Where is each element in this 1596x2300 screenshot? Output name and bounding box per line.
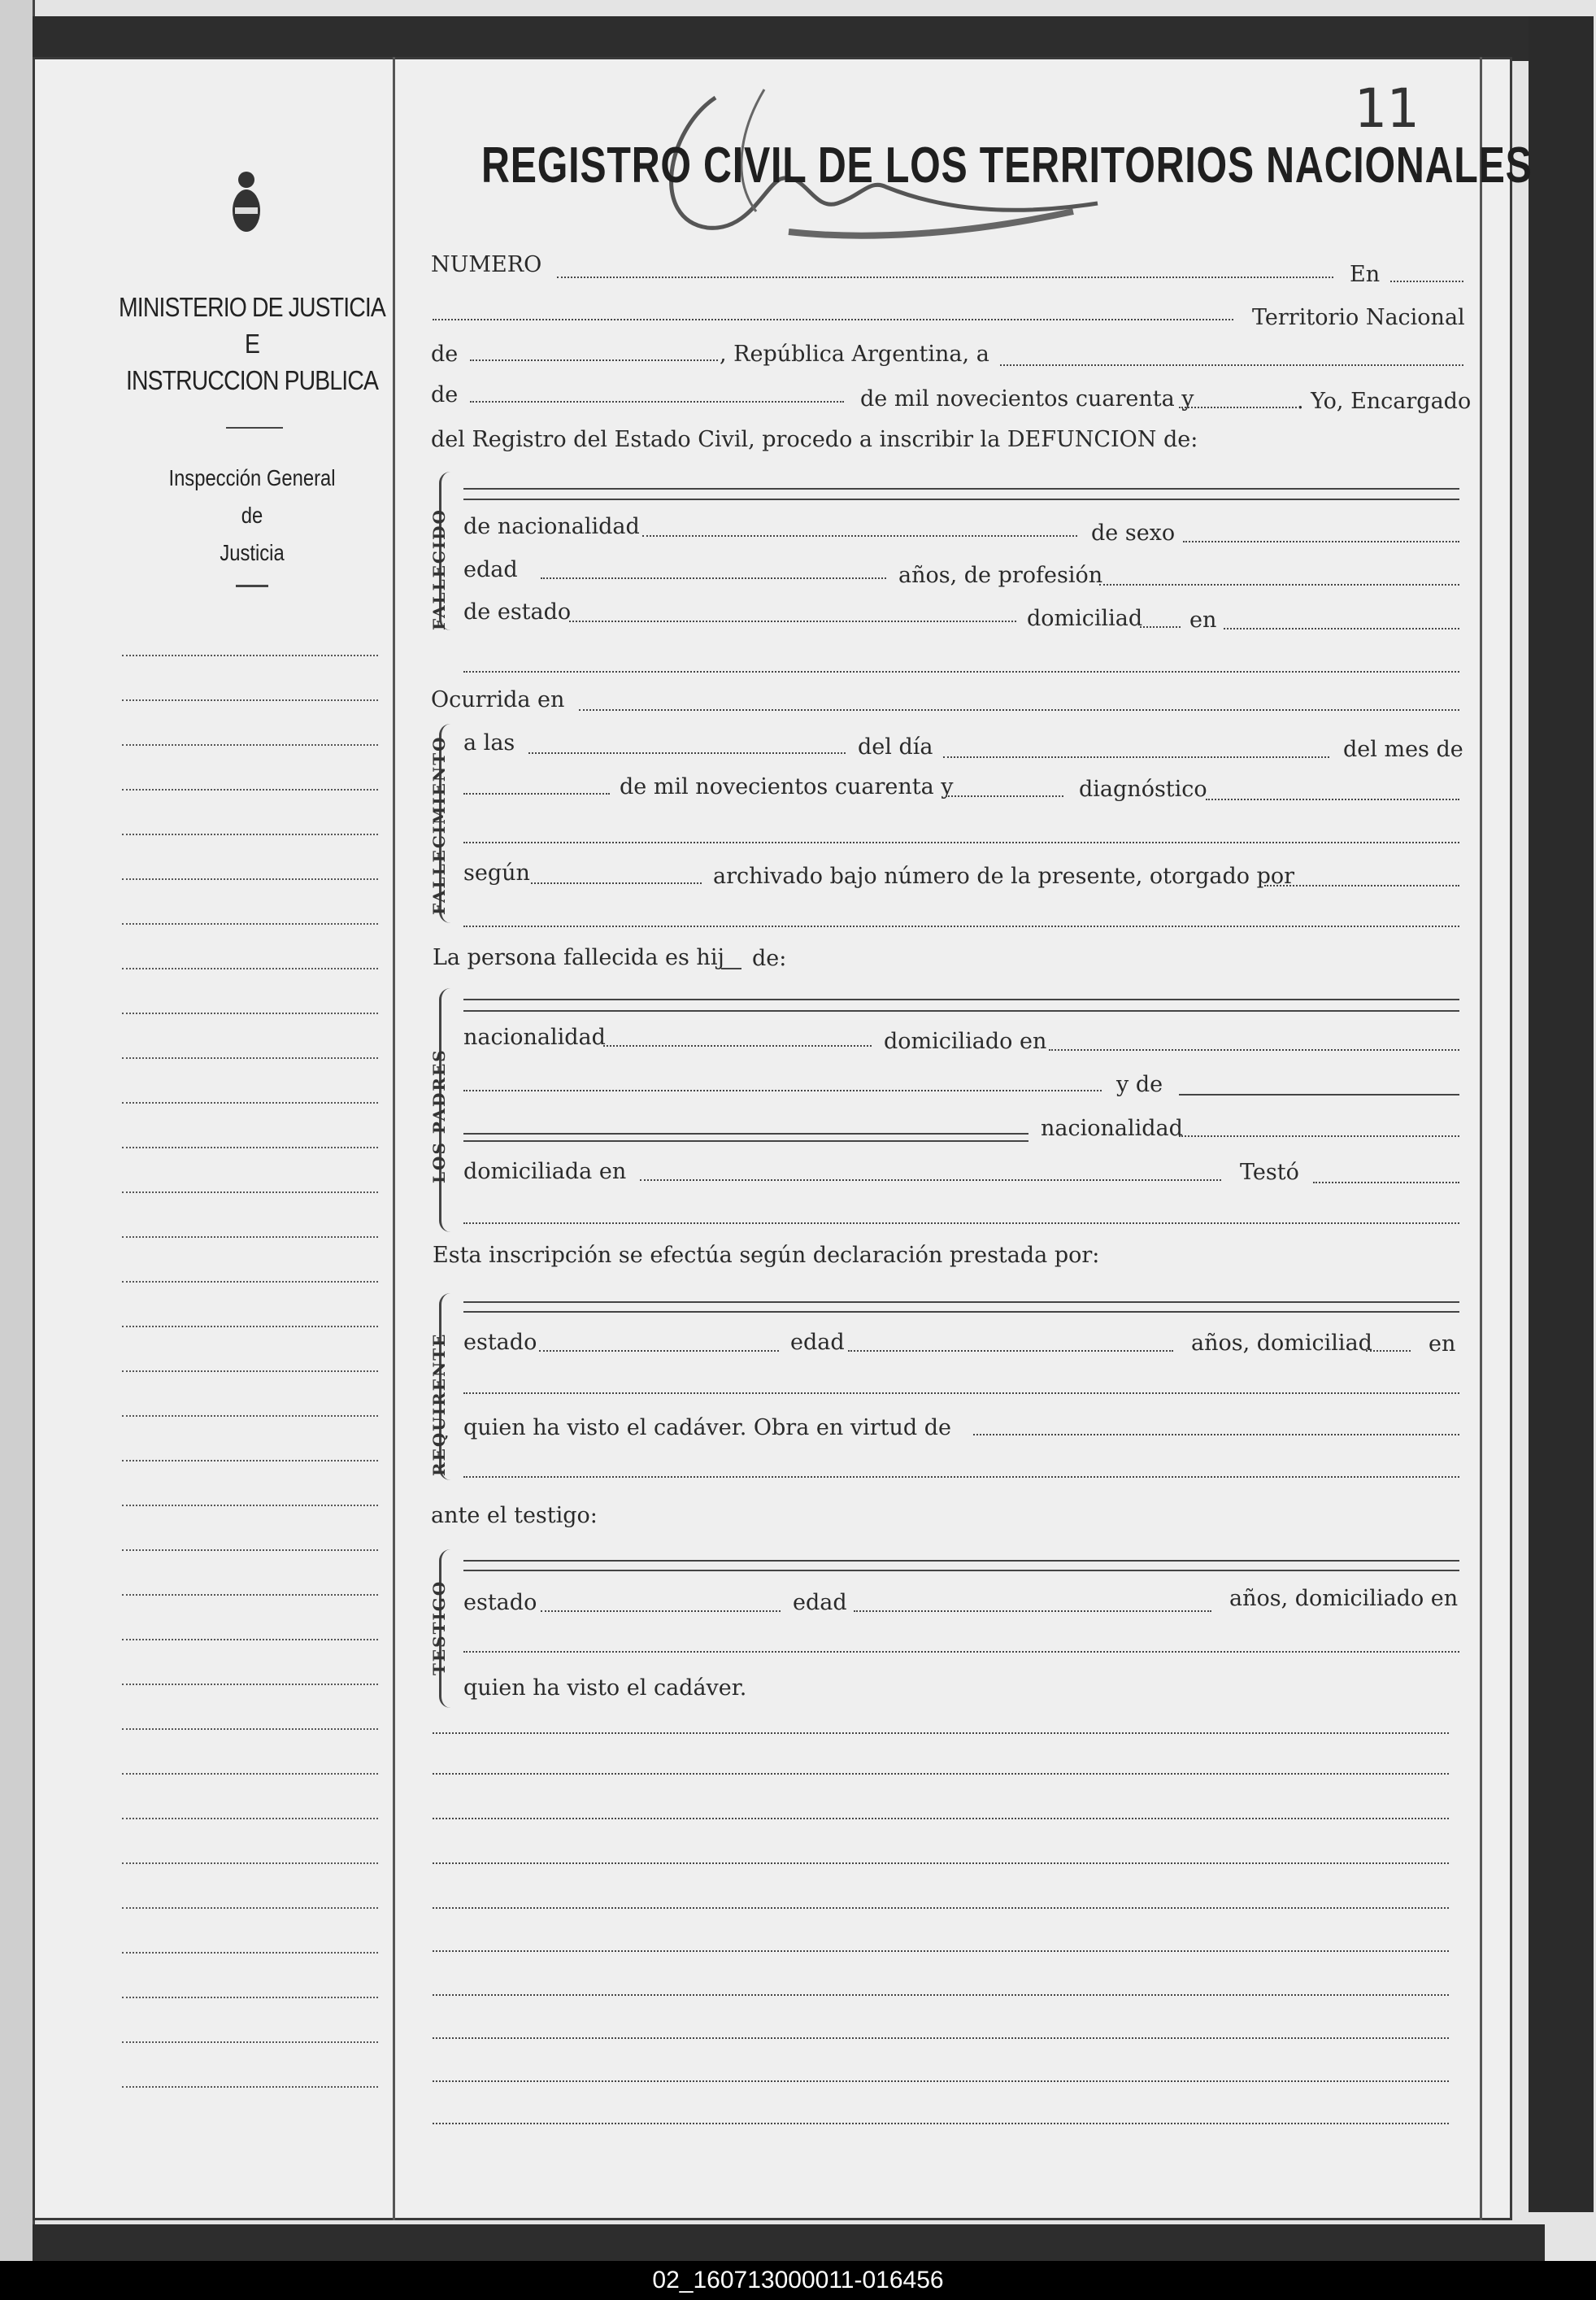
- declarant-name-line-2: [463, 1311, 1459, 1313]
- ocurrida-label: Ocurrida en: [431, 687, 565, 712]
- nationality-field[interactable]: [642, 535, 1077, 537]
- de-mil-label: de mil novecientos cuarenta y: [860, 386, 1194, 412]
- image-id-footer: 02_160713000011-016456: [0, 2261, 1596, 2300]
- mother-name-field-2b: [463, 1140, 1028, 1142]
- domicile-field[interactable]: [1224, 628, 1459, 629]
- separator-rule: [236, 585, 268, 587]
- testo-label: Testó: [1240, 1160, 1299, 1185]
- ministry-line-2: E: [244, 329, 260, 359]
- testigo-side-label: TESTIGO: [429, 1579, 449, 1675]
- marital-status-field[interactable]: [569, 621, 1016, 622]
- day-field[interactable]: [943, 756, 1329, 758]
- del-dia-label: del día: [858, 734, 933, 760]
- inscripcion-label: Esta inscripción se efectúa según declaración prestada por:: [433, 1243, 1100, 1268]
- padres-extra-field[interactable]: [463, 1222, 1459, 1224]
- note-line[interactable]: [433, 2123, 1449, 2124]
- estado-req-label: estado: [463, 1330, 537, 1355]
- estado-label: de estado: [463, 599, 572, 625]
- note-line[interactable]: [433, 1732, 1449, 1734]
- quien-visto-label: quien ha visto el cadáver.: [463, 1675, 747, 1701]
- deceased-name-line-2: [463, 499, 1459, 500]
- witness-name-line-2: [463, 1570, 1459, 1571]
- diagnosis-field-2[interactable]: [463, 842, 1459, 843]
- month-field[interactable]: [470, 401, 844, 403]
- authority-field[interactable]: [973, 1434, 1459, 1435]
- nacionalidad-madre-label: nacionalidad: [1041, 1116, 1183, 1141]
- de-colon-label: de:: [752, 946, 787, 971]
- hour-field[interactable]: [528, 752, 846, 754]
- domiciliad-label: domiciliad: [1027, 606, 1143, 631]
- diagnostico-label: diagnóstico: [1079, 777, 1207, 802]
- book-left-edge: [0, 0, 35, 2261]
- age-field[interactable]: [541, 577, 886, 579]
- fallecimiento-side-label: FALLECIMIENTO: [429, 735, 449, 915]
- yo-encargado-label: . Yo, Encargado: [1297, 389, 1472, 414]
- father-domicile-field[interactable]: [1049, 1049, 1459, 1051]
- inspection-line-2: de: [241, 503, 263, 528]
- inspection-heading: [121, 460, 384, 572]
- fallecido-side-label: FALLECIDO: [429, 508, 449, 630]
- issued-by-field[interactable]: [1264, 885, 1459, 886]
- domiciliada-en-label: domiciliada en: [463, 1159, 627, 1184]
- padres-side-label: LOS PADRES: [429, 1048, 449, 1183]
- note-line[interactable]: [433, 1862, 1449, 1864]
- del-mes-label: del mes de: [1343, 737, 1463, 762]
- witness-name-line[interactable]: [463, 1560, 1459, 1562]
- persona-fallecida-label: La persona fallecida es hij: [433, 945, 724, 970]
- testo-field[interactable]: [1313, 1182, 1459, 1183]
- edad-req-label: edad: [790, 1330, 845, 1355]
- father-name-line[interactable]: [463, 999, 1459, 1000]
- page-bottom-edge: [33, 2224, 1545, 2261]
- separator-rule: [226, 427, 283, 429]
- month-field-2[interactable]: [463, 793, 610, 795]
- ministry-line-3: INSTRUCCION PUBLICA: [125, 365, 379, 395]
- numero-label: NUMERO: [431, 252, 542, 277]
- domicile-field-2[interactable]: [463, 671, 1459, 673]
- en-label-2: en: [1189, 608, 1217, 633]
- en-field[interactable]: [1390, 281, 1463, 282]
- numero-field[interactable]: [557, 277, 1333, 278]
- book-cover-edge: [1529, 16, 1594, 2212]
- requirente-side-label: REQUIRENTE: [429, 1332, 449, 1476]
- note-line[interactable]: [433, 2080, 1449, 2082]
- note-line[interactable]: [433, 1994, 1449, 1996]
- year-field[interactable]: [1179, 407, 1297, 408]
- mother-nationality-field[interactable]: [1179, 1135, 1459, 1137]
- edad-label: edad: [463, 557, 518, 582]
- mother-name-field[interactable]: [1179, 1094, 1459, 1096]
- segun-label: según: [463, 860, 530, 886]
- declarant-age-field[interactable]: [848, 1350, 1173, 1352]
- locality-field[interactable]: [433, 319, 1233, 320]
- edad-testigo-label: edad: [793, 1590, 847, 1615]
- profesion-label: años, de profesión: [898, 563, 1103, 588]
- date-day-field[interactable]: [1000, 364, 1463, 366]
- de-label: de: [431, 342, 459, 367]
- note-line[interactable]: [433, 1773, 1449, 1775]
- anos-domiciliado-label: años, domiciliado en: [1229, 1586, 1459, 1611]
- profession-field[interactable]: [1099, 584, 1459, 586]
- note-line[interactable]: [433, 2037, 1449, 2039]
- anos-domiciliad-label: años, domiciliad: [1191, 1331, 1372, 1356]
- ministry-heading: [91, 289, 413, 399]
- nacionalidad-padre-label: nacionalidad: [463, 1025, 606, 1050]
- inspection-line-3: Justicia: [220, 540, 285, 565]
- declarant-domicile-field[interactable]: [463, 1392, 1459, 1394]
- de-label-2: de: [431, 382, 459, 407]
- y-de-label: y de: [1116, 1072, 1163, 1097]
- mother-name-field-2[interactable]: [463, 1133, 1028, 1135]
- domiciliado-en-label: domiciliado en: [884, 1029, 1047, 1054]
- quien-visto-obra-label: quien ha visto el cadáver. Obra en virtud de: [463, 1415, 952, 1440]
- territorio-label: Territorio Nacional: [1252, 305, 1465, 330]
- witness-age-field[interactable]: [854, 1610, 1211, 1612]
- mother-domicile-field[interactable]: [640, 1179, 1221, 1181]
- estado-testigo-label: estado: [463, 1590, 537, 1615]
- de-mil-label-2: de mil novecientos cuarenta y: [620, 774, 954, 799]
- deceased-name-line[interactable]: [463, 488, 1459, 490]
- a-las-label: a las: [463, 730, 515, 756]
- ante-testigo-label: ante el testigo:: [431, 1503, 598, 1528]
- authority-field-2[interactable]: [463, 1476, 1459, 1478]
- note-line[interactable]: [433, 1950, 1449, 1952]
- hijo-suffix-field[interactable]: [721, 968, 741, 969]
- coat-of-arms-icon: [232, 167, 261, 235]
- inspection-line-1: Inspección General: [168, 465, 336, 490]
- witness-status-field[interactable]: [541, 1610, 781, 1612]
- declarant-status-field[interactable]: [539, 1350, 779, 1352]
- father-name-line-2: [463, 1010, 1459, 1012]
- folio-number: 11: [1354, 77, 1419, 140]
- registro-line: del Registro del Estado Civil, procedo a inscribir la DEFUNCION de:: [431, 427, 1198, 452]
- certificate-field[interactable]: [531, 882, 702, 884]
- domiciliad-suffix-field[interactable]: [1140, 626, 1181, 628]
- father-domicile-field-2[interactable]: [463, 1090, 1102, 1091]
- domiciliad-suffix-field-2[interactable]: [1366, 1350, 1411, 1352]
- place-field[interactable]: [470, 359, 718, 361]
- diagnosis-field[interactable]: [1206, 799, 1459, 800]
- right-margin-rule: [1480, 57, 1482, 2220]
- occurrence-place-field[interactable]: [579, 709, 1459, 711]
- page-title: REGISTRO CIVIL DE LOS TERRITORIOS NACIONALES: [481, 137, 1533, 194]
- margin-note-lines: [122, 655, 378, 2131]
- sex-field[interactable]: [1183, 541, 1459, 542]
- year-field-2[interactable]: [946, 795, 1063, 797]
- note-line[interactable]: [433, 1818, 1449, 1819]
- declarant-name-line[interactable]: [463, 1301, 1459, 1303]
- page-top-edge: [33, 16, 1545, 61]
- witness-domicile-field[interactable]: [463, 1651, 1459, 1653]
- ministry-line-1: MINISTERIO DE JUSTICIA: [119, 292, 385, 322]
- sexo-label: de sexo: [1091, 521, 1176, 546]
- nacionalidad-label: de nacionalidad: [463, 514, 640, 539]
- note-line[interactable]: [433, 1907, 1449, 1909]
- archivado-label: archivado bajo número de la presente, otorgado por: [713, 864, 1295, 889]
- issued-by-field-2[interactable]: [463, 926, 1459, 927]
- father-nationality-field[interactable]: [603, 1045, 872, 1047]
- en-req-label: en: [1429, 1331, 1456, 1357]
- republica-label: , República Argentina, a: [720, 342, 989, 367]
- en-label: En: [1350, 262, 1381, 287]
